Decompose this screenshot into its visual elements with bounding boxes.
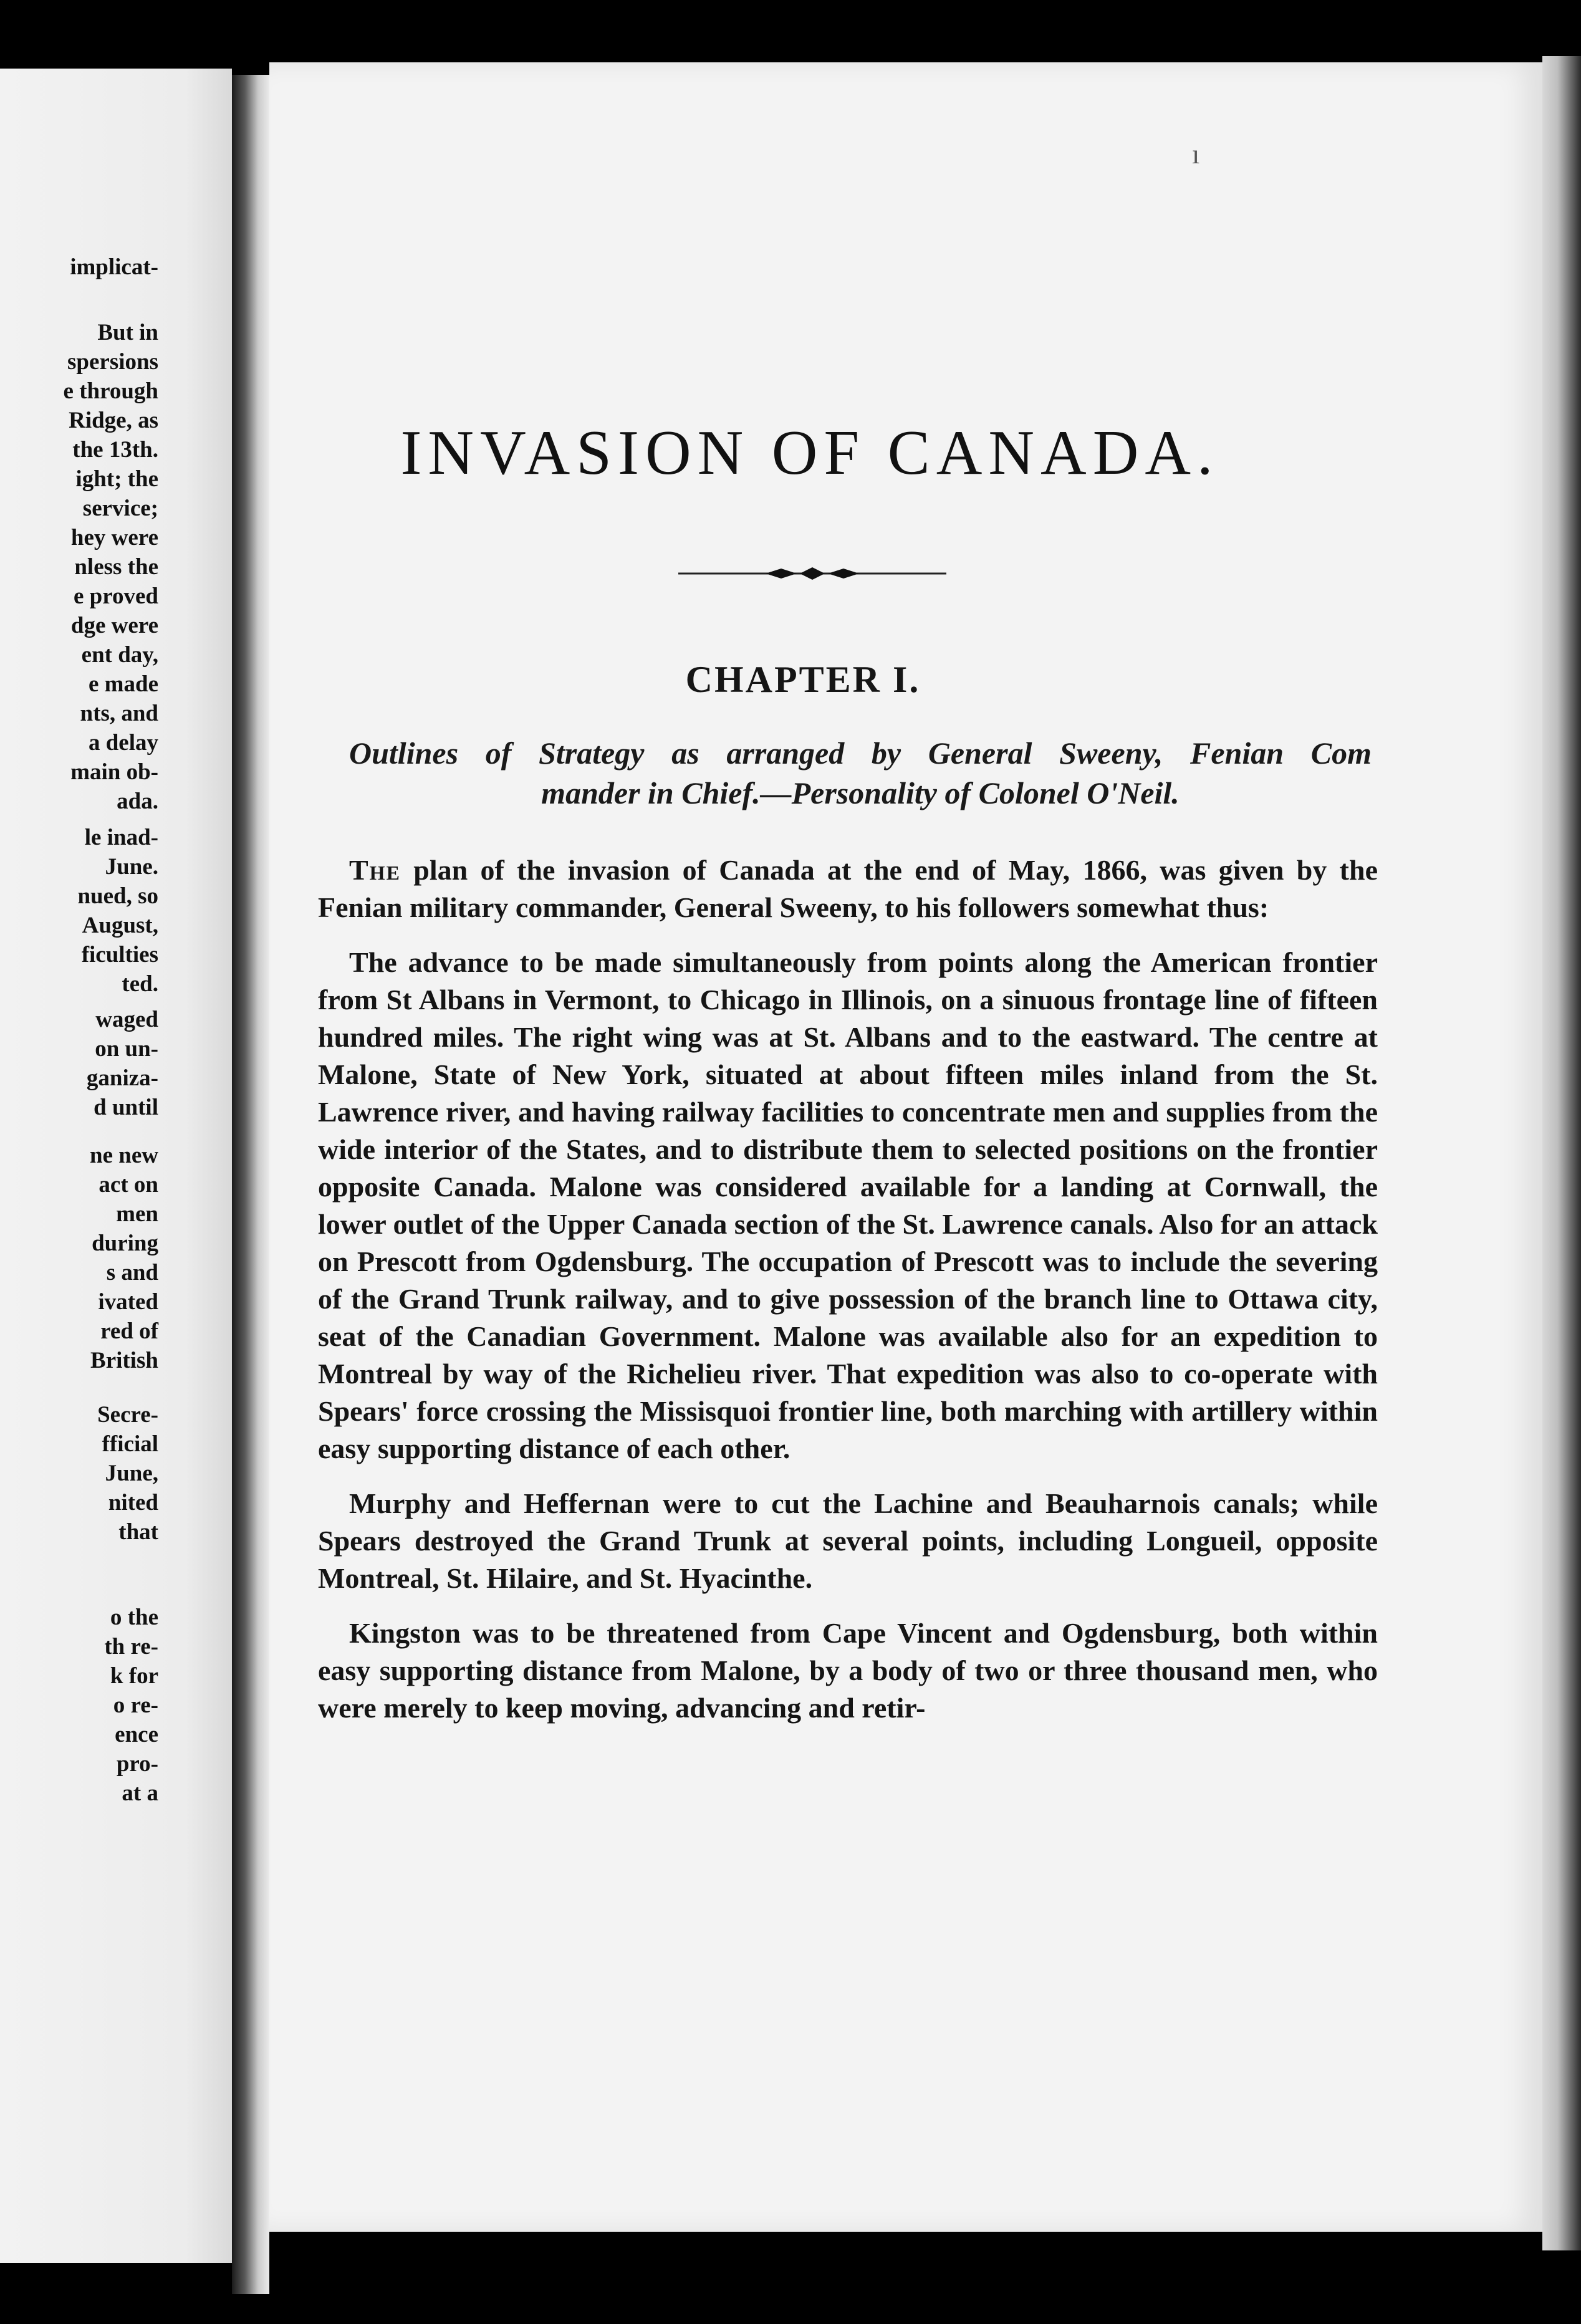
left-page-fragment: a delay xyxy=(88,730,158,756)
left-page-fragment: le inad- xyxy=(84,825,158,850)
left-page-fragment: ent day, xyxy=(81,642,158,668)
left-page-fragment: that xyxy=(118,1519,158,1545)
left-page-fragment: Ridge, as xyxy=(69,408,158,433)
left-page-fragment: pro- xyxy=(116,1751,158,1777)
page-header-mark: ı xyxy=(1192,139,1200,170)
paragraph-2: The advance to be made simultaneously from points along the American frontier from St Albans in Vermont, to Chicago in Illinois, on a sinuous frontage line of fifteen hundred miles. The right wing was at St. Albans and to the eastward. The centre at Malone, State of New York, situated at about fifteen miles inland from the St. Lawrence river, and having railway facilities to concentrate men and supplies from the wide interior of the States, and to distribute them to selected positions on the frontier opposite Canada. Malone was considered available for a landing at Cornwall, the lower outlet of the Upper Canada section of the St. Lawrence canals. Also for an attack on Prescott from Ogdensburg. The occupation of Prescott was to include the severing of the Grand Trunk railway, and to give possession of the branch line to Ottawa city, seat of the Canadian Government. Malone was available also for an expedition to Montreal by way of the Richelieu river. That expedition was also to co-operate with Spears' force crossing the Missisquoi frontier line, both marching with artillery within easy supporting distance of each other. xyxy=(318,946,1378,1464)
left-page-fragment: waged xyxy=(95,1007,158,1032)
left-page-fragment: hey were xyxy=(70,525,158,550)
left-page-fragment: nued, so xyxy=(77,883,158,909)
paragraph-lead: The xyxy=(349,854,401,886)
left-page-fragment: act on xyxy=(99,1172,158,1198)
left-page-fragment: But in xyxy=(97,320,158,345)
left-page-fragment: k for xyxy=(110,1663,158,1689)
left-page-fragment: ne new xyxy=(90,1143,158,1168)
left-page-fragment: June. xyxy=(105,854,158,880)
left-page-fragment: the 13th. xyxy=(72,437,158,463)
subtitle-line-2: mander in Chief.—Personality of Colonel O'Neil. xyxy=(541,775,1180,810)
chapter-heading: CHAPTER I. xyxy=(685,659,921,700)
left-page-fragment: ivated xyxy=(98,1289,158,1315)
left-page-fragment: Secre- xyxy=(97,1402,158,1428)
left-page-fragment: o re- xyxy=(113,1693,158,1718)
paragraph-4: Kingston was to be threatened from Cape Vincent and Ogdensburg, both within easy supporting distance from Malone, by a body of two or three thousand men, who were merely to keep moving, advancing and retir- xyxy=(318,1617,1378,1724)
body-text xyxy=(318,852,1378,1744)
left-page-fragment: on un- xyxy=(95,1036,158,1062)
paragraph-1-text: plan of the invasion of Canada at the end of May, 1866, was given by the Fenian military commander, General Sweeny, to his followers somewhat thus: xyxy=(318,854,1378,923)
left-page-fragment: ight; the xyxy=(75,466,158,492)
left-page-fragment: th re- xyxy=(104,1634,158,1659)
left-page-fragment: implicat- xyxy=(70,254,158,280)
chapter-subtitle xyxy=(349,733,1372,813)
left-page-fragment: British xyxy=(90,1348,158,1373)
left-page-fragment: main ob- xyxy=(70,759,158,785)
left-page-fragment: men xyxy=(116,1201,158,1227)
left-page-fragment: red of xyxy=(100,1318,158,1344)
left-page-fragment: at a xyxy=(122,1780,158,1806)
left-page-fragment: August, xyxy=(82,913,158,938)
left-page-fragment: dge were xyxy=(70,613,158,638)
book-gutter xyxy=(232,75,269,2294)
paragraph-3: Murphy and Heffernan were to cut the Lachine and Beauharnois canals; while Spears destroyed the Grand Trunk at several points, including Longueil, opposite Montreal, St. Hilaire, and St. Hyacinthe. xyxy=(318,1487,1378,1594)
page-title: INVASION OF CANADA. xyxy=(400,418,1219,488)
left-page-fragment: spersions xyxy=(67,349,158,375)
page-edge xyxy=(1542,56,1581,2250)
left-page-fragment: e through xyxy=(63,378,158,404)
left-page-fragment: d until xyxy=(94,1095,158,1120)
left-page-fragment: ence xyxy=(115,1722,158,1747)
left-page-fragment: e made xyxy=(89,671,158,697)
left-page-fragment: ganiza- xyxy=(86,1065,158,1091)
left-page-fragment: e proved xyxy=(73,583,158,609)
left-page-fragment: s and xyxy=(106,1260,158,1285)
left-page-fragment: nited xyxy=(108,1490,158,1515)
left-page-fragment: ada. xyxy=(117,789,158,814)
left-page-fragment: fficial xyxy=(102,1431,158,1457)
left-page-fragment: during xyxy=(92,1231,158,1256)
left-page-fragment: o the xyxy=(110,1605,158,1630)
left-page-fragment: service; xyxy=(82,496,158,521)
ornamental-divider xyxy=(678,561,946,586)
left-page-fragment: June, xyxy=(105,1461,158,1486)
left-page-fragment: nless the xyxy=(74,554,158,580)
left-page xyxy=(0,69,232,2263)
left-page-fragment: ficulties xyxy=(81,942,158,968)
left-page-fragment: ted. xyxy=(122,971,158,997)
subtitle-line-1: Outlines of Strategy as arranged by General Sweeny, Fenian Com xyxy=(349,736,1372,771)
paragraph-1 xyxy=(318,852,1378,926)
left-page-fragment: nts, and xyxy=(80,701,158,726)
